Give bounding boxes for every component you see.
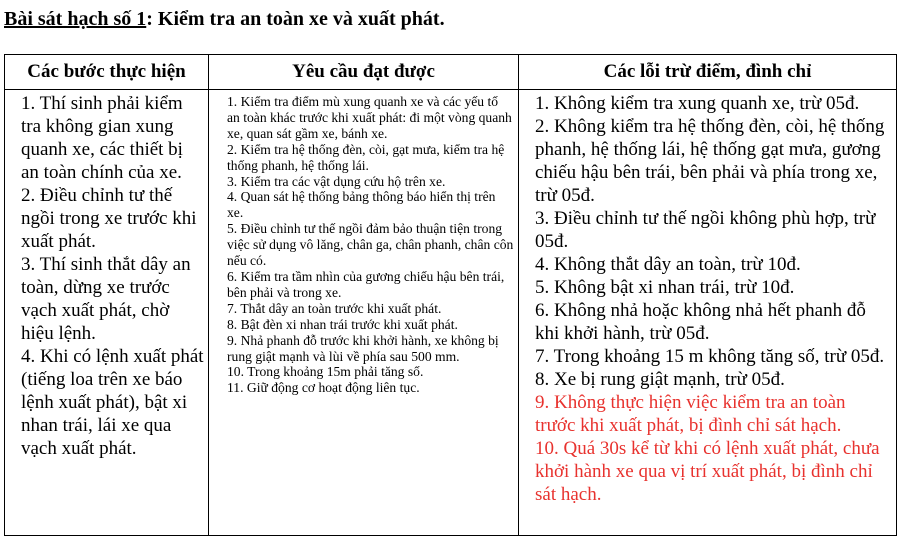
- steps-cell: [5, 90, 209, 536]
- penalty-item: 3. Điều chỉnh tư thế ngồi không phù hợp, trừ 05đ.: [535, 208, 876, 252]
- test-name: : Kiểm tra an toàn xe và xuất phát.: [146, 8, 445, 30]
- header-row: [5, 55, 897, 90]
- requirement-item: 7. Thắt dây an toàn trước khi xuất phát.: [227, 300, 442, 316]
- exam-table: [4, 54, 897, 536]
- suspension-item: 10. Quá 30s kể từ khi có lệnh xuất phát, chưa khởi hành xe qua vị trí xuất phát, bị đình chỉ sát hạch.: [535, 438, 880, 505]
- penalties-cell: [519, 90, 897, 536]
- suspension-item: 9. Không thực hiện việc kiểm tra an toàn trước khi xuất phát, bị đình chỉ sát hạch.: [535, 392, 846, 436]
- page-title: [4, 8, 445, 31]
- requirement-item: 1. Kiểm tra điểm mù xung quanh xe và các yếu tố an toàn khác trước khi xuất phát: đi một vòng quanh xe, quan sát gầm xe, bánh xe.: [227, 94, 512, 141]
- header-steps: Các bước thực hiện: [5, 55, 209, 90]
- test-number: Bài sát hạch số 1: [4, 8, 147, 30]
- penalty-item: 7. Trong khoảng 15 m không tăng số, trừ 05đ.: [535, 346, 885, 367]
- penalty-item: 4. Không thắt dây an toàn, trừ 10đ.: [535, 254, 801, 275]
- penalty-item: 2. Không kiểm tra hệ thống đèn, còi, hệ thống phanh, hệ thống lái, hệ thống gạt mưa, gương chiếu hậu bên trái, bên phải và phía trong xe, trừ 05đ.: [535, 116, 885, 206]
- header-penalties: Các lỗi trừ điểm, đình chỉ: [519, 55, 897, 90]
- requirement-item: 3. Kiểm tra các vật dụng cứu hộ trên xe.: [227, 173, 446, 189]
- requirement-item: 4. Quan sát hệ thống bảng thông báo hiển thị trên xe.: [227, 189, 496, 221]
- penalty-item: 5. Không bật xi nhan trái, trừ 10đ.: [535, 277, 795, 298]
- requirement-item: 6. Kiểm tra tầm nhìn của gương chiếu hậu bên trái, bên phải và trong xe.: [227, 268, 505, 300]
- content-row: [5, 90, 897, 536]
- requirement-item: 8. Bật đèn xi nhan trái trước khi xuất phát.: [227, 316, 458, 332]
- penalty-item: 8. Xe bị rung giật mạnh, trừ 05đ.: [535, 369, 785, 390]
- header-requirements: Yêu cầu đạt được: [209, 55, 519, 90]
- step-item: 2. Điều chỉnh tư thế ngồi trong xe trước khi xuất phát.: [21, 185, 197, 252]
- requirement-item: 10. Trong khoảng 15m phải tăng số.: [227, 364, 424, 380]
- requirements-cell: [209, 90, 519, 536]
- step-item: 3. Thí sinh thắt dây an toàn, dừng xe trước vạch xuất phát, chờ hiệu lệnh.: [21, 254, 191, 344]
- requirement-item: 5. Điều chỉnh tư thế ngồi đảm bảo thuận tiện trong việc sử dụng vô lăng, chân ga, chân phanh, chân côn nếu có.: [227, 221, 514, 269]
- penalty-item: 1. Không kiểm tra xung quanh xe, trừ 05đ.: [535, 93, 860, 114]
- requirement-item: 2. Kiểm tra hệ thống đèn, còi, gạt mưa, kiểm tra hệ thống phanh, hệ thống lái.: [227, 141, 505, 173]
- step-item: 4. Khi có lệnh xuất phát (tiếng loa trên xe báo lệnh xuất phát), bật xi nhan trái, lái xe qua vạch xuất phát.: [21, 346, 204, 459]
- step-item: 1. Thí sinh phải kiểm tra không gian xung quanh xe, các thiết bị an toàn chính của xe.: [21, 93, 183, 183]
- requirement-item: 9. Nhả phanh đỗ trước khi khởi hành, xe không bị rung giật mạnh và lùi về phía sau 500 mm.: [227, 332, 499, 364]
- penalty-item: 6. Không nhả hoặc không nhả hết phanh đỗ khi khởi hành, trừ 05đ.: [535, 300, 866, 344]
- requirement-item: 11. Giữ động cơ hoạt động liên tục.: [227, 380, 420, 396]
